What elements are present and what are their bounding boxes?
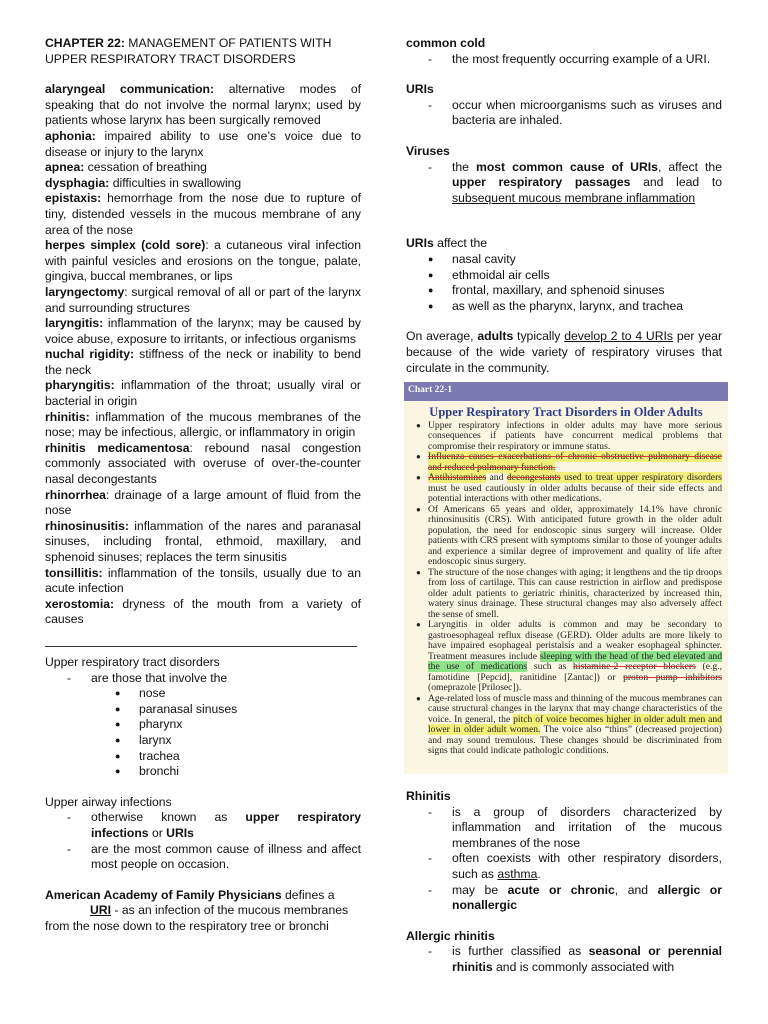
glossary-term: aphonia: [45, 128, 96, 143]
bullet-text: trachea [139, 748, 180, 763]
uris-affect-heading: URIs affect the [406, 236, 488, 251]
allergic-rhinitis-item: - is further classified as seasonal or perennial rhinitis and is commonly associated with [428, 944, 722, 974]
glossary-term: herpes simplex (cold sore) [45, 238, 206, 253]
glossary-entry [45, 176, 361, 192]
bullet-text: bronchi [139, 764, 179, 779]
bullet-icon: ● [115, 734, 121, 745]
glossary-entry [45, 238, 361, 285]
chart-22-1-box [404, 382, 728, 774]
bullet-item [406, 283, 722, 299]
rhinitis-item-2: - often coexists with other respiratory disorders, such as asthma. [428, 851, 722, 881]
right-column [406, 36, 722, 376]
glossary-definition: inflammation of the nares and paranasal sinuses, including frontal, ethmoid, maxillary, and sphenoid sinuses; replaces the term sinusitis [45, 518, 361, 564]
chart-bullet: ● Influenza causes exacerbations of chronic obstructive pulmonary disease and reduced pulmonary function. [416, 451, 722, 473]
glossary-definition: dryness of the mouth from a variety of causes [45, 596, 361, 627]
glossary-definition: : surgical removal of all or part of the larynx and surrounding structures [45, 284, 361, 315]
glossary-entry [45, 597, 361, 628]
average-paragraph: On average, adults typically develop 2 to 4 URIs per year because of the wide variety of respiratory viruses that circulate in the community. [406, 329, 722, 375]
bullet-text: ethmoidal air cells [452, 267, 550, 282]
right-column-lower [406, 789, 722, 976]
section-divider [45, 646, 357, 647]
bullet-item [45, 717, 361, 733]
bullet-icon: ● [115, 766, 121, 777]
urtd-bullet-list [45, 686, 361, 780]
rhinitis-item-3: - may be acute or chronic, and allergic or nonallergic [428, 882, 722, 913]
glossary-term: tonsillitis: [45, 565, 103, 580]
glossary-entry [45, 160, 361, 176]
uris-item: - occur when microorganisms such as viruses and bacteria are inhaled. [428, 97, 722, 128]
aafp-line: American Academy of Family Physicians defines a [45, 887, 335, 902]
glossary-term: rhinorrhea [45, 487, 106, 502]
glossary-entry [45, 347, 361, 378]
bullet-icon: ● [428, 300, 434, 311]
bullet-item [45, 733, 361, 749]
bullet-item [45, 686, 361, 702]
glossary-term: pharyngitis: [45, 378, 115, 393]
glossary-entry [45, 566, 361, 597]
chart-bullet: ● Laryngitis in older adults is common and may be secondary to gastroesophageal reflux disease (GERD). Older adults are more likely to have impaired esophageal peristalsis and a weaker esophageal sphincter. Treatment measures include sleeping with the head of the bed elevated and the use of medications such as histamine-2 receptor blockers (e.g., famotidine [Pepcid], ranitidine [Zantac]) or proton pump inhibitors (omeprazole [Prilosec]). [416, 619, 723, 693]
glossary-term: dysphagia: [45, 175, 110, 190]
bullet-text: pharynx [139, 717, 183, 732]
urtd-heading: Upper respiratory tract disorders [45, 654, 220, 669]
uri-definition: URI - as an infection of the mucous membranes [90, 903, 349, 918]
uai-heading: Upper airway infections [45, 794, 172, 809]
uris-affect-list [406, 252, 722, 314]
bullet-item [406, 252, 722, 268]
glossary-term: xerostomia: [45, 596, 115, 611]
bullet-icon: ● [115, 719, 121, 730]
glossary-entry [45, 129, 361, 160]
bullet-icon: ● [115, 750, 121, 761]
glossary-definition: : drainage of a large amount of fluid from the nose [45, 487, 361, 518]
bullet-icon: ● [428, 269, 434, 280]
glossary-definition: inflammation of the larynx; may be caused by voice abuse, exposure to irritants, or infectious organisms [45, 316, 361, 346]
bullet-text: larynx [139, 732, 172, 747]
glossary-entry [45, 378, 361, 409]
glossary-term: alaryngeal communication: [45, 82, 215, 97]
bullet-text: frontal, maxillary, and sphenoid sinuses [452, 283, 665, 298]
common-cold-item: - the most frequently occurring example of a URI. [428, 51, 711, 66]
glossary-term: rhinosinusitis: [45, 518, 129, 533]
glossary-definition: inflammation of the mucous membranes of the nose; may be infectious, allergic, or inflammatory in origin [45, 409, 361, 440]
glossary-entry [45, 519, 361, 566]
uris-heading: URIs [406, 82, 434, 97]
chart-bullet: ● Of Americans 65 years and older, approximately 14.1% have chronic rhinosinusitis (CRS). With anticipated future growth in the older adult population, the need for endoscopic sinus surgery will increase. Older patients with CRS present with symptoms similar to those of younger adults and experience a similar degree of improvement and quality of life after endoscopic sinus surgery. [416, 503, 722, 567]
left-column [45, 36, 361, 934]
urtd-dash-item: - are those that involve the [67, 670, 228, 685]
uri-definition-cont: from the nose down to the respiratory tree or bronchi [45, 918, 329, 933]
allergic-rhinitis-heading: Allergic rhinitis [406, 928, 495, 943]
bullet-text: nasal cavity [452, 251, 516, 266]
uai-item-1: - otherwise known as upper respiratory infections or URIs [67, 810, 362, 840]
bullet-text: as well as the pharynx, larynx, and trachea [452, 298, 684, 313]
glossary-term: rhinitis: [45, 409, 90, 424]
chart-bullet: ● The structure of the nose changes with aging; it lengthens and the tip droops from loss of cartilage. This can cause restriction in airflow and predispose older adult patients to geriatric rhinitis, characterized by increased thin, watery sinus drainage. These structural changes may also adversely affect the sense of smell. [416, 566, 722, 620]
glossary-definition: impaired ability to use one’s voice due to disease or injury to the larynx [45, 128, 361, 159]
chart-bullet: ● Age-related loss of muscle mass and thinning of the mucous membranes can cause structural changes in the larynx that may change characteristics of the voice. In general, the pitch of voice becomes higher in older adult men and lower in older adult women. The voice also “thins” (decreased projection) and may sound tremulous. These changes should be discriminated from signs that could indicate pathologic conditions. [416, 692, 722, 756]
glossary-definition: hemorrhage from the nose due to rupture of tiny, distended vessels in the mucous membrane of any area of the nose [45, 191, 361, 237]
glossary [45, 82, 361, 628]
viruses-heading: Viruses [406, 143, 450, 158]
glossary-definition: : a cutaneous viral infection with painful vesicles and erosions on the tongue, palate, gingiva, buccal membranes, or lips [45, 238, 361, 284]
glossary-entry [45, 82, 361, 129]
bullet-icon: ● [428, 285, 434, 296]
bullet-icon: ● [428, 253, 434, 264]
glossary-entry [45, 488, 361, 519]
glossary-term: nuchal rigidity: [45, 347, 135, 362]
bullet-item [45, 764, 361, 780]
glossary-term: laryngectomy [45, 284, 125, 299]
glossary-entry [45, 191, 361, 238]
glossary-definition: : rebound nasal congestion commonly associated with overuse of over-the-counter nasal decongestants [45, 440, 361, 487]
chart-bullet: ● Antihistamines and decongestants used to treat upper respiratory disorders must be used cautiously in older adults because of their side effects and potential interactions with other medications. [416, 472, 722, 504]
glossary-entry [45, 410, 361, 441]
glossary-entry [45, 316, 361, 347]
rhinitis-item-1: - is a group of disorders characterized by inflammation and irritation of the mucous membranes of the nose [428, 804, 722, 850]
bullet-icon: ● [115, 688, 121, 699]
glossary-term: apnea: [45, 160, 85, 175]
glossary-term: epistaxis: [45, 191, 102, 206]
bullet-item [406, 268, 722, 284]
chart-title: Upper Respiratory Tract Disorders in Older Adults [429, 405, 703, 419]
rhinitis-heading: Rhinitis [406, 789, 451, 803]
glossary-definition: alternative modes of speaking that do not involve the normal larynx; used by patients whose larynx has been surgically removed [45, 82, 361, 128]
glossary-term: laryngitis: [45, 316, 104, 331]
chapter-title: CHAPTER 22: MANAGEMENT OF PATIENTS WITH UPPER RESPIRATORY TRACT DISORDERS [45, 36, 332, 66]
glossary-definition: stiffness of the neck or inability to bend the neck [45, 347, 361, 377]
glossary-definition: inflammation of the tonsils, usually due to an acute infection [45, 565, 361, 596]
bullet-text: paranasal sinuses [139, 701, 238, 716]
glossary-definition: inflammation of the throat; usually viral or bacterial in origin [45, 378, 361, 409]
bullet-item [45, 702, 361, 718]
common-cold-heading: common cold [406, 36, 486, 50]
uai-item-2: - are the most common cause of illness and affect most people on occasion. [67, 841, 361, 872]
glossary-definition: cessation of breathing [84, 160, 207, 175]
chart-label: Chart 22-1 [404, 382, 728, 401]
viruses-item: - the most common cause of URIs, affect the upper respiratory passages and lead to subsequent mucous membrane inflammation [428, 159, 722, 205]
bullet-item [45, 749, 361, 765]
glossary-term: rhinitis medicamentosa [45, 440, 190, 455]
bullet-text: nose [139, 686, 166, 701]
glossary-entry [45, 285, 361, 316]
bullet-icon: ● [115, 703, 121, 714]
glossary-entry [45, 441, 361, 488]
glossary-definition: difficulties in swallowing [109, 175, 242, 190]
chart-bullet: ● Upper respiratory infections in older adults may have more serious consequences if patients have concurrent medical problems that compromise their respiratory or immune status. [416, 419, 722, 452]
bullet-item [406, 299, 722, 315]
